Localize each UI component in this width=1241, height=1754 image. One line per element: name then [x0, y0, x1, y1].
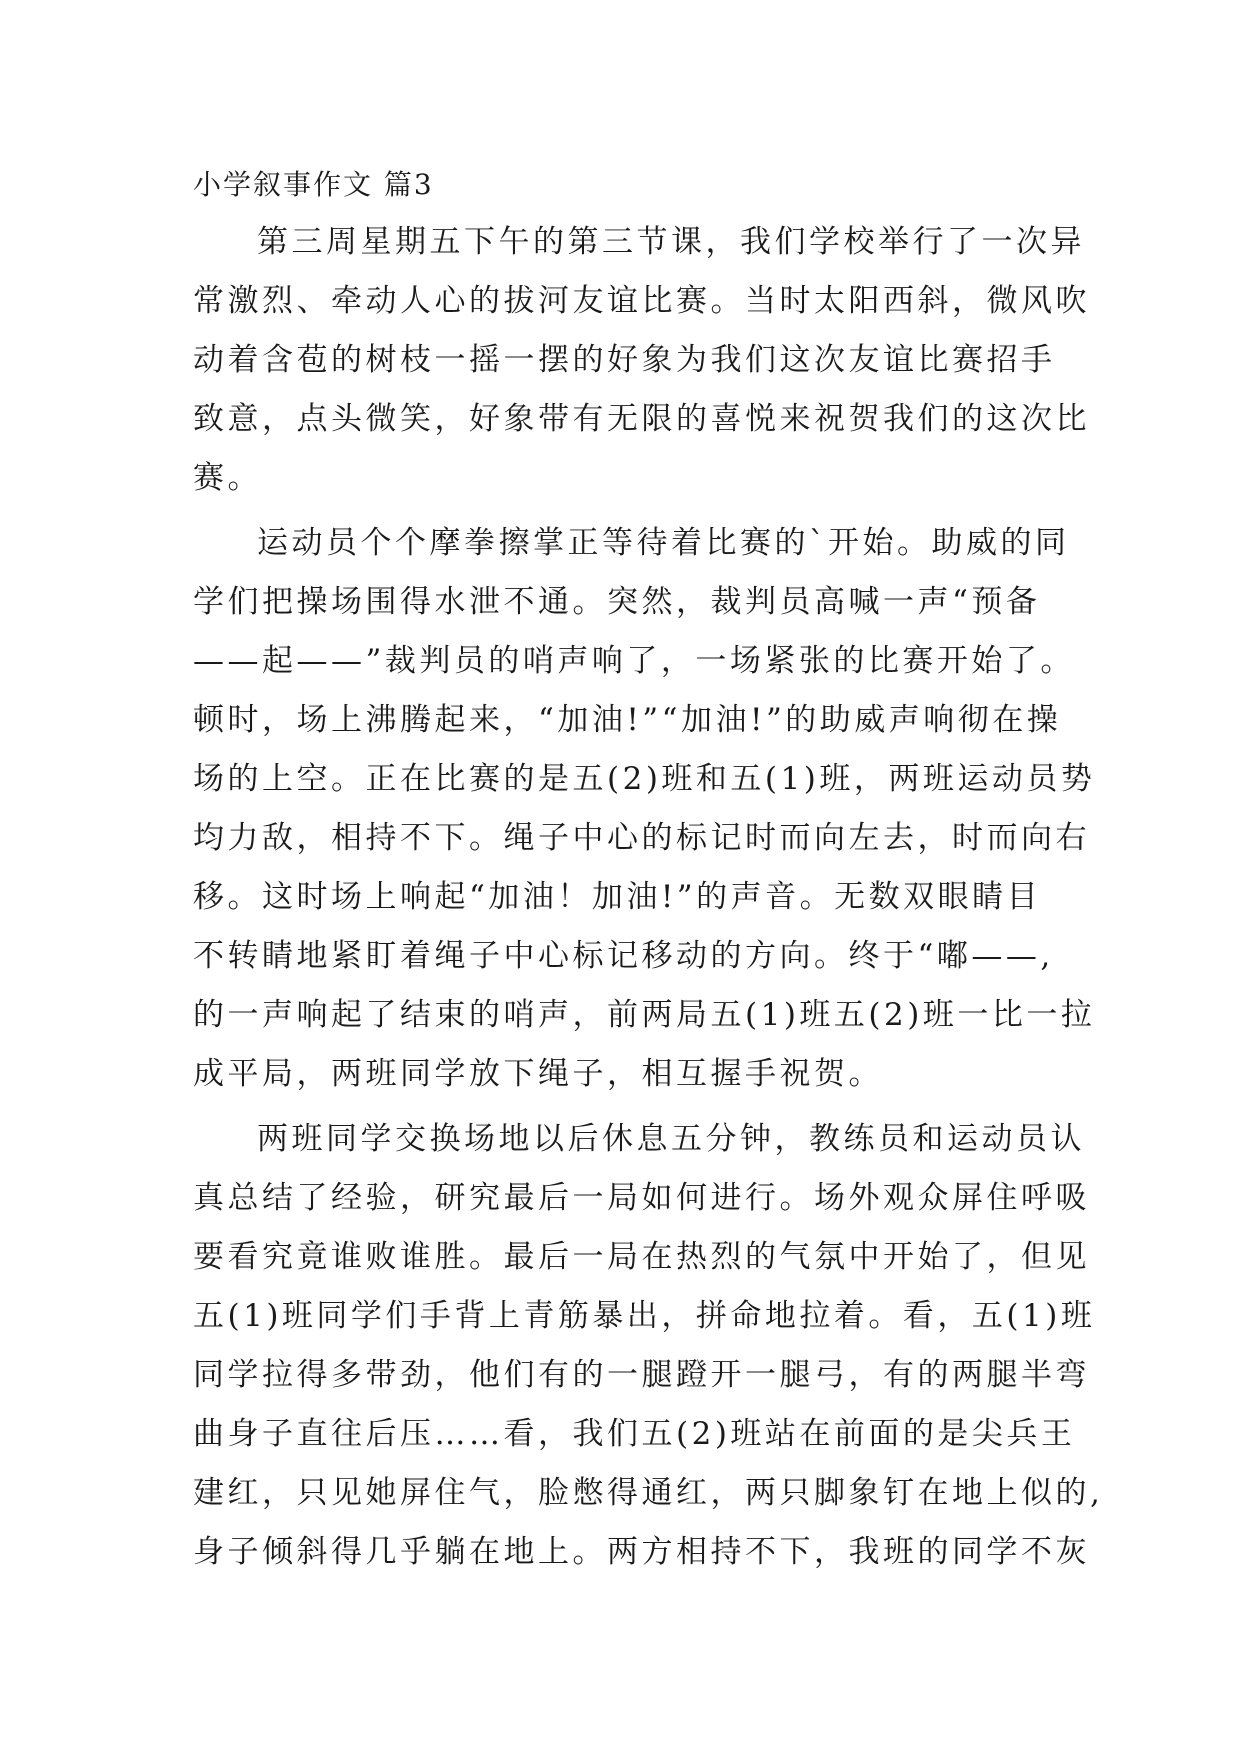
text-line: 真总结了经验，研究最后一局如何进行。场外观众屏住呼吸	[193, 1180, 1090, 1216]
text-line: 运动员个个摩拳擦掌正等待着比赛的`开始。助威的同	[257, 525, 1070, 561]
text-line: 曲身子直往后压……看，我们五(2)班站在前面的是尖兵王	[193, 1416, 1076, 1452]
text-line: 两班同学交换场地以后休息五分钟，教练员和运动员认	[257, 1121, 1085, 1157]
text-line: 身子倾斜得几乎躺在地上。两方相持不下，我班的同学不灰	[193, 1534, 1090, 1570]
text-line: ——起——”裁判员的哨声响了，一场紧张的比赛开始了。	[193, 643, 1075, 679]
text-line: 场的上空。正在比赛的是五(2)班和五(1)班，两班运动员势	[193, 761, 1096, 797]
text-line: 成平局，两班同学放下绳子，相互握手祝贺。	[193, 1056, 883, 1092]
text-line: 的一声响起了结束的哨声，前两局五(1)班五(2)班一比一拉	[193, 997, 1096, 1033]
text-line: 第三周星期五下午的第三节课，我们学校举行了一次异	[257, 224, 1085, 260]
text-line: 要看究竟谁败谁胜。最后一局在热烈的气氛中开始了，但见	[193, 1239, 1090, 1275]
paragraph	[193, 1110, 1104, 1582]
paragraph	[193, 213, 1090, 508]
paragraph	[193, 514, 1096, 1104]
essay-title: 小学叙事作文 篇3	[193, 168, 434, 201]
essay-paragraphs	[193, 213, 1104, 1582]
text-line: 赛。	[193, 460, 262, 496]
text-line: 不转睛地紧盯着绳子中心标记移动的方向。终于“嘟——,	[193, 938, 1054, 974]
text-line: 移。这时场上响起“加油！加油!”的声音。无数双眼睛目	[193, 879, 1042, 915]
text-line: 动着含苞的树枝一摇一摆的好象为我们这次友谊比赛招手	[193, 342, 1056, 378]
document-body	[193, 163, 1104, 1588]
text-line: 致意，点头微笑，好象带有无限的喜悦来祝贺我们的这次比	[193, 401, 1090, 437]
text-line: 顿时，场上沸腾起来，“加油!”“加油!”的助威声响彻在操	[193, 702, 1062, 738]
text-line: 学们把操场围得水泄不通。突然，裁判员高喊一声“预备	[193, 584, 1041, 620]
text-line: 同学拉得多带劲，他们有的一腿蹬开一腿弓，有的两腿半弯	[193, 1357, 1090, 1393]
text-line: 建红，只见她屏住气，脸憋得通红，两只脚象钉在地上似的,	[193, 1475, 1104, 1511]
text-line: 五(1)班同学们手背上青筋暴出，拼命地拉着。看，五(1)班	[193, 1298, 1096, 1334]
text-line: 均力敌，相持不下。绳子中心的标记时而向左去，时而向右	[193, 820, 1090, 856]
text-line: 常激烈、牵动人心的拔河友谊比赛。当时太阳西斜，微风吹	[193, 283, 1090, 319]
